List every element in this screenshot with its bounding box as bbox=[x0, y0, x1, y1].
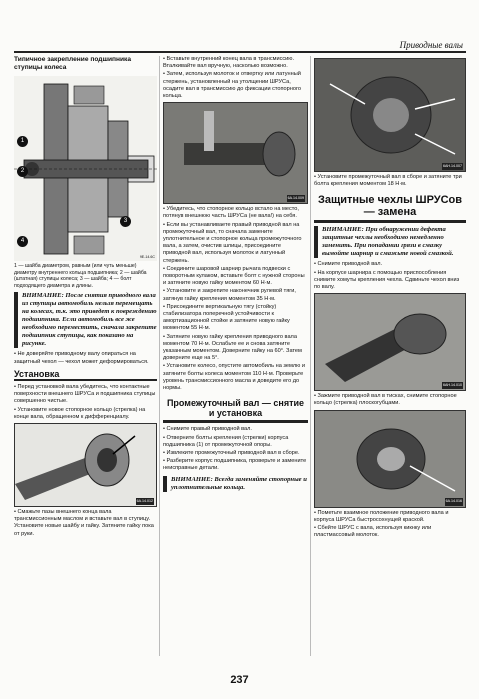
section-title: Промежуточный вал — снятие и установка bbox=[163, 398, 308, 423]
instruction: • Перед установкой вала убедитесь, что контактные поверхности внешнего ШРУСа и подшипника ступицы совершенно чистые. bbox=[14, 384, 157, 406]
circlip-drawing bbox=[315, 411, 466, 507]
instruction: • Сбейте ШРУС с вала, используя кикнку или пластмассовый молоток. bbox=[314, 525, 466, 539]
instruction: • Соедините шаровой шарнир рычага подвески с поворотным кулаком, вставьте болт с нужной стороны и затяните новую гайку моментом 60 Н·м. bbox=[163, 266, 308, 288]
instruction: • Смажьте пазы внешнего конца вала трансмиссионным маслом и вставьте вал в ступицу. Установите новые шайбу и гайку. Затяните гайку пока от руки. bbox=[14, 509, 157, 538]
instruction: • Установите колесо, опустите автомобиль на землю и затяните болты колеса моментом 110 Н·м. Проверьте уровень трансмиссионного масла и доведите его до нормы. bbox=[163, 363, 308, 392]
instruction: • Затяните новую гайку крепления приводного вала моментом 70 Н·м. Ослабьте ее и снова затяните указанным моментом. Доверните гайку на 60°. Затем доверните еще на 5°. bbox=[163, 334, 308, 363]
photo-tag: 6АН.14.007 bbox=[442, 163, 463, 170]
boot-clamp-drawing bbox=[315, 294, 466, 390]
instruction: • Зажмите приводной вал в тисках, снимите стопорное кольцо (стрелка) плоскогубцами. bbox=[314, 393, 466, 407]
instruction: • Разберите корпус подшипника, проверьте и замените неисправные детали. bbox=[163, 458, 308, 472]
instruction: • Затем, используя молоток и отвертку или латунный стержень, установленный на утолщении ШРУСа, осадите вал в трансмиссию до фиксации стопорного кольца. bbox=[163, 71, 308, 100]
diagram-tag: 9Е-14.6С bbox=[139, 254, 155, 259]
instruction: • Снимите правый приводной вал. bbox=[163, 426, 308, 433]
instruction: • Отверните болты крепления (стрелки) корпуса подшипника (1) от промежуточной опоры. bbox=[163, 435, 308, 449]
warning-block: ВНИМАНИЕ: При обнаружении дефекта защитные чехлы необходимо немедленно заменить. При попадании грязи в смазку вымойте шарнир и смажьте новой смазкой. bbox=[314, 226, 466, 258]
column-3 bbox=[314, 56, 466, 540]
header-rule bbox=[14, 51, 466, 53]
instruction: • Пометьте взаимное положение приводного вала и корпуса ШРУСа быстросохнущей краской. bbox=[314, 510, 466, 524]
column-divider bbox=[310, 56, 311, 656]
callout-2: 2 bbox=[17, 166, 28, 177]
hammer-install-photo bbox=[163, 102, 308, 204]
instruction: • Если вы устанавливаете правый приводной вал на промежуточный вал, то сначала замените уплотнительное и стопорное кольца промежуточного вала, а затем, очистив шлицы, присоедините приводной вал, используя молоток и латунный стержень. bbox=[163, 222, 308, 265]
photo-tag: 6АН.14.010 bbox=[442, 382, 463, 389]
subsection-heading: Установка bbox=[14, 371, 157, 381]
photo-tag: 6А.14.009 bbox=[287, 195, 305, 202]
instruction: • Снимите приводной вал. bbox=[314, 261, 466, 268]
instruction: • Присоедините вертикальную тягу (стойку) стабилизатора поперечной устойчивости к амортизационной стойке и затяните новую гайку моментом 55 Н·м. bbox=[163, 304, 308, 333]
hub-diagram-drawing bbox=[14, 76, 157, 261]
instruction: • Установите новое стопорное кольцо (стрелка) на конце вала, обращенном к дифференциалу. bbox=[14, 407, 157, 421]
page-number: 237 bbox=[230, 674, 249, 686]
section-title: Защитные чехлы ШРУСов — замена bbox=[314, 194, 466, 223]
instruction: • Убедитесь, что стопорное кольцо встало на место, потянув внешнюю часть ШРУСа (не вала!) на себя. bbox=[163, 206, 308, 220]
shaft-photo bbox=[14, 423, 157, 507]
running-header: Приводные валы bbox=[399, 40, 463, 50]
callout-3: 3 bbox=[120, 216, 131, 227]
diagram-caption: 1 — шайба диаметром, равным (или чуть меньше) диаметру внутреннего кольца подшипника; 2 — шайба (штатная) ступицы колеса; 3 — шайба; 4 — болт подходящего диаметра и длины. bbox=[14, 263, 147, 289]
intermediate-photo-drawing bbox=[315, 59, 466, 171]
section-heading: Типичное закрепление подшипника ступицы колеса bbox=[14, 56, 131, 71]
shaft-photo-drawing bbox=[15, 424, 157, 506]
instruction: • Вставьте внутренний конец вала в трансмиссию. Вталкивайте вал вручную, насколько возможно. bbox=[163, 56, 308, 70]
warning-block: ВНИМАНИЕ: После снятия приводного вала из ступицы автомобиль нельзя перемещать на колесах, т.к. это приведет к повреждению подшипника. Если автомобиль все же необходимо переместить, сначала закрепите подшипник ступицы, как показано на рисунке. bbox=[14, 292, 157, 348]
warning-block: ВНИМАНИЕ: Всегда заменяйте стопорные и уплотнительные кольца. bbox=[163, 476, 308, 492]
instruction: • Не доверяйте приводному валу опираться на защитный чехол — чехол может деформироваться. bbox=[14, 351, 157, 365]
hub-bearing-diagram bbox=[14, 76, 157, 261]
instruction: • Установите промежуточный вал в сборе и затяните три болта крепления моментом 18 Н·м. bbox=[314, 174, 466, 188]
intermediate-shaft-photo bbox=[314, 58, 466, 172]
boot-clamp-photo bbox=[314, 293, 466, 391]
instruction: • Извлеките промежуточный приводной вал в сборе. bbox=[163, 450, 308, 457]
callout-1: 1 bbox=[17, 136, 28, 147]
photo-tag: 6А.14.012 bbox=[136, 498, 154, 505]
hammer-photo-drawing bbox=[164, 103, 308, 203]
callout-4: 4 bbox=[17, 236, 28, 247]
column-1 bbox=[14, 56, 157, 539]
photo-tag: 6А.14.016 bbox=[445, 498, 463, 505]
column-2 bbox=[163, 56, 308, 495]
instruction: • На корпусе шарнира с помощью приспособления снимите хомуты крепления чехла. Сдвиньте чехол вниз по валу. bbox=[314, 270, 466, 292]
column-divider bbox=[159, 56, 160, 656]
circlip-photo bbox=[314, 410, 466, 508]
instruction: • Установите и закрепите наконечник рулевой тяги, затянув гайку крепления моментом 35 Н·м. bbox=[163, 288, 308, 302]
